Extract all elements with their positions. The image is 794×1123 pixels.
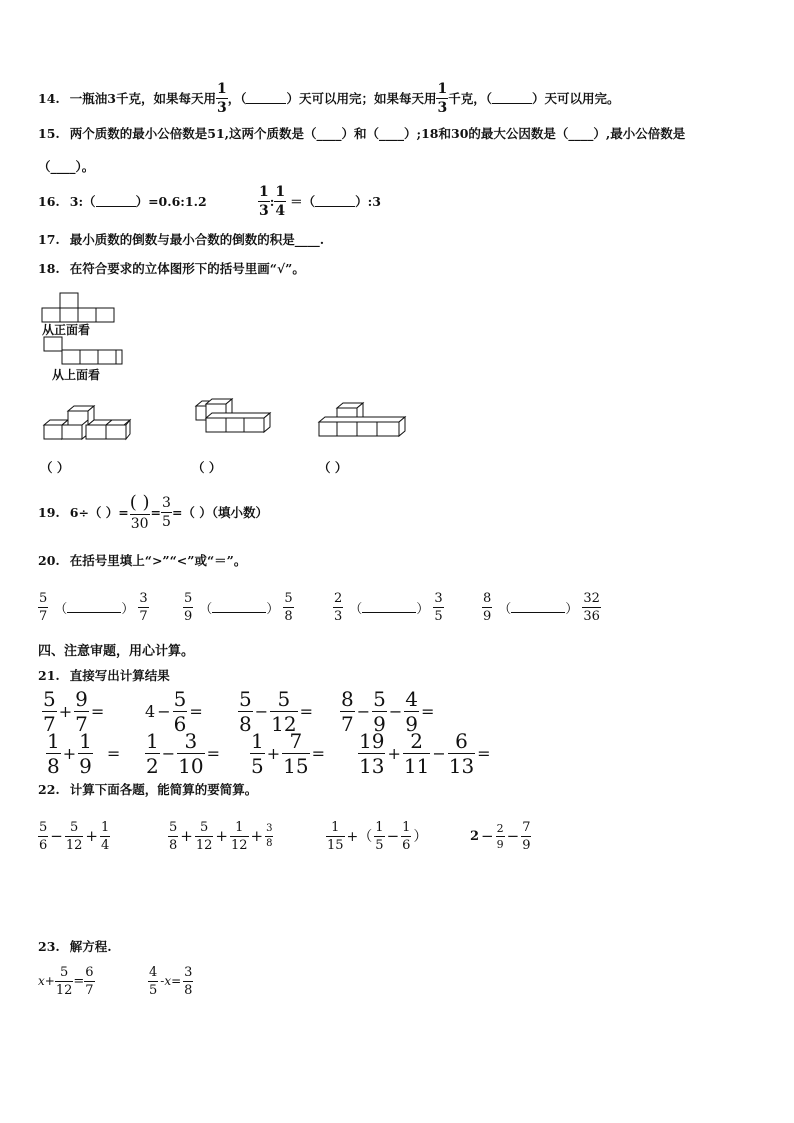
fraction-numerator: 1 [259, 183, 269, 200]
fraction [74, 686, 89, 736]
fraction-denominator: 8 [284, 608, 293, 624]
fraction-denominator: 8 [169, 837, 178, 853]
operator: + [387, 743, 401, 763]
operator: − [506, 827, 520, 845]
fraction-denominator: 9 [522, 837, 531, 853]
fraction-numerator: 5 [169, 819, 178, 835]
fraction-denominator: 7 [43, 711, 56, 736]
fraction-denominator: 7 [39, 608, 48, 624]
fraction-denominator: 13 [448, 753, 475, 778]
fraction-numerator: 32 [583, 590, 600, 606]
calc-r1c4 [340, 688, 436, 734]
fraction-numerator: 3 [162, 494, 171, 511]
fraction-numerator: 9 [75, 686, 88, 711]
fraction-denominator: 6 [173, 711, 187, 736]
fraction [238, 686, 253, 736]
fraction-numerator: 5 [373, 686, 386, 711]
fraction-denominator: 5 [162, 513, 171, 530]
fraction [195, 821, 214, 852]
answer-blank[interactable] [362, 602, 416, 613]
fraction-denominator: 5 [434, 608, 443, 624]
fraction-numerator: 1 [79, 728, 92, 753]
fraction-denominator: 7 [139, 608, 148, 624]
fraction-denominator: 3 [437, 99, 448, 116]
operator: − [481, 827, 494, 845]
fraction-numerator: 1 [146, 728, 159, 753]
fraction-denominator: 30 [130, 515, 149, 532]
question-17 [38, 230, 324, 248]
fraction [496, 823, 505, 850]
operator: = [90, 701, 105, 721]
question-22 [38, 780, 257, 798]
fraction-numerator: 5 [39, 819, 48, 835]
question-15 [38, 124, 685, 142]
fraction-numerator: 1 [235, 819, 244, 835]
answer-blank[interactable] [492, 93, 532, 104]
operator: − [432, 743, 446, 763]
paren: ） [416, 601, 430, 617]
fraction [161, 496, 172, 529]
fraction [145, 728, 160, 778]
fraction [448, 728, 475, 778]
operator: = [477, 743, 491, 763]
fraction [521, 821, 531, 852]
operator: + [85, 827, 98, 845]
fraction-numerator: 3 [184, 964, 193, 980]
fraction [265, 824, 273, 849]
fraction-numerator: 3 [434, 590, 443, 606]
calc-22-4: 2 − $\frac{2}{9}$ − $\frac{7}{9}$ [470, 819, 531, 853]
operator: − [157, 701, 171, 721]
question-text: 计算下面各题，能简算的要简算。 [69, 782, 258, 797]
question-number: 16. [38, 193, 60, 209]
fraction-denominator: 4 [275, 202, 286, 219]
fraction-numerator: 6 [455, 728, 468, 753]
operator: − [254, 701, 269, 721]
fraction-numerator: 5 [284, 590, 293, 606]
fraction [46, 728, 61, 778]
question-number: 23. [38, 939, 60, 954]
fraction-denominator: 9 [79, 753, 92, 778]
question-text: ＝（ [290, 194, 316, 209]
fraction-numerator: 1 [375, 819, 384, 835]
fraction-denominator: 8 [184, 982, 193, 998]
operator: = [311, 743, 325, 763]
fraction-denominator: 13 [359, 753, 385, 778]
fraction-denominator: 8 [47, 753, 60, 778]
fraction-numerator: 5 [239, 686, 252, 711]
question-number: 22. [38, 782, 60, 797]
section-heading: 四、注意审题，用心计算。 [38, 644, 195, 659]
question-text: =（ ）（填小数） [171, 505, 269, 520]
fraction-denominator: 15 [327, 837, 344, 853]
paren: ） [121, 601, 135, 617]
operator: = [206, 743, 220, 763]
operator: + [250, 827, 264, 845]
fraction [358, 728, 385, 778]
calc-r1c2: 4 − $\frac{5}{6}$ = [145, 686, 203, 736]
fraction [65, 821, 84, 852]
fraction [38, 821, 48, 852]
operator: − [50, 827, 63, 845]
paren: ） [565, 601, 579, 617]
fraction-numerator: 5 [199, 819, 209, 835]
answer-blank[interactable] [246, 93, 286, 104]
question-text: ，（ [227, 91, 247, 106]
question-text: 千克，（ [448, 91, 492, 106]
fraction-numerator: 4 [405, 686, 419, 711]
fraction-denominator: 6 [402, 837, 411, 853]
comparison-2 [183, 587, 294, 627]
question-number: 14. [38, 90, 60, 106]
fraction [42, 686, 57, 736]
fraction [374, 821, 384, 852]
paren: ） [266, 601, 280, 617]
fraction-denominator: 9 [496, 837, 504, 851]
fraction-denominator: 9 [184, 608, 193, 624]
answer-blank[interactable] [96, 196, 136, 207]
fraction-numerator: 1 [100, 819, 110, 835]
fraction [183, 966, 193, 997]
fraction [78, 728, 93, 778]
question-16 [38, 181, 207, 221]
fraction [258, 185, 270, 218]
option-1-answer-paren[interactable]: （ ） [40, 460, 70, 475]
fraction-denominator: 11 [403, 753, 430, 778]
operator: − [161, 743, 176, 763]
option-3-answer-paren[interactable]: （ ） [318, 460, 348, 475]
fraction [148, 966, 158, 997]
operator: = [106, 743, 121, 763]
fraction-denominator: 5 [149, 982, 158, 998]
fraction-numerator: 7 [289, 728, 303, 753]
calc-22-3 [326, 816, 429, 856]
fraction-denominator: 12 [271, 711, 297, 736]
question-text: 6÷（ ）= [69, 505, 129, 520]
question-18 [38, 259, 305, 277]
question-text: 在符合要求的立体图形下的括号里画“√”。 [69, 261, 305, 276]
fraction [100, 821, 110, 852]
fraction [282, 728, 309, 778]
question-text: 解方程. [69, 939, 112, 954]
fraction-denominator: 8 [239, 711, 252, 736]
calc-r1c3 [238, 688, 315, 734]
operator: − [388, 701, 403, 721]
solid-option-3 [315, 398, 415, 438]
fraction [326, 821, 345, 852]
calc-r2c1 [46, 730, 122, 776]
calc-r2c3 [250, 730, 327, 776]
fraction-denominator: 36 [583, 608, 600, 624]
answer-blank[interactable] [212, 602, 266, 613]
fraction-denominator: 15 [283, 753, 309, 778]
fraction-denominator: 3 [259, 202, 269, 219]
fraction [283, 592, 293, 623]
question-21 [38, 666, 170, 684]
fraction-numerator: 7 [522, 819, 531, 835]
calc-r2c2 [145, 730, 222, 776]
fraction [333, 592, 343, 623]
fraction-denominator: 5 [251, 753, 264, 778]
question-20 [38, 551, 246, 569]
answer-blank[interactable] [67, 602, 121, 613]
question-text: ）天可以用完；如果每天用 [286, 91, 437, 106]
fraction [129, 491, 151, 532]
paren: （ [199, 601, 213, 617]
fraction-denominator: 3 [334, 608, 343, 624]
calc-r2c4 [358, 730, 493, 776]
fraction-numerator: 1 [216, 80, 227, 97]
fraction-denominator: 7 [75, 711, 88, 736]
fraction-denominator: 9 [373, 711, 386, 736]
fraction [230, 821, 249, 852]
question-text: 最小质数的倒数与最小合数的倒数的积是____. [69, 232, 325, 247]
fraction-numerator: 2 [334, 590, 343, 606]
question-text: ）:3 [355, 194, 381, 209]
comparison-4 [482, 587, 601, 627]
fraction-numerator: 2 [496, 821, 504, 835]
fraction [403, 728, 430, 778]
fraction-numerator: 3 [184, 728, 198, 753]
fraction [168, 821, 178, 852]
fraction-denominator: 6 [39, 837, 48, 853]
fraction-numerator: 3 [139, 590, 148, 606]
question-number: 15. [38, 126, 60, 141]
fraction [183, 592, 193, 623]
question-14 [38, 78, 620, 118]
question-text: 3:（ [69, 194, 96, 209]
operator: − [356, 701, 371, 721]
fraction-numerator: 2 [410, 728, 423, 753]
fraction-numerator: 5 [173, 686, 187, 711]
operator: + [266, 743, 281, 763]
fraction [173, 686, 188, 736]
calc-r1c1 [42, 688, 106, 734]
fraction [433, 592, 443, 623]
fraction [38, 592, 48, 623]
fraction-numerator: 1 [47, 728, 60, 753]
fraction-denominator: 5 [375, 837, 384, 853]
operator: − [386, 827, 400, 845]
fraction-numerator: 1 [251, 728, 264, 753]
fraction-denominator: 10 [178, 753, 204, 778]
fraction-denominator: 9 [405, 711, 419, 736]
fraction-numerator: 6 [85, 964, 94, 980]
fraction-numerator: 19 [359, 728, 385, 753]
question-text: 直接写出计算结果 [69, 668, 170, 683]
fraction-numerator: 5 [69, 819, 79, 835]
fraction-denominator: 12 [55, 982, 73, 998]
fraction-numerator: 3 [266, 822, 273, 834]
fraction-numerator: 5 [184, 590, 193, 606]
fraction-numerator: 1 [331, 819, 340, 835]
question-text: 一瓶油3千克，如果每天用 [69, 91, 216, 106]
fraction [274, 185, 286, 218]
calc-22-2 [168, 816, 273, 856]
fraction-numerator: 1 [275, 183, 286, 200]
question-number: 20. [38, 553, 60, 568]
fraction-numerator: 5 [277, 686, 291, 711]
question-number: 21. [38, 668, 60, 683]
question-number: 17. [38, 232, 60, 247]
comparison-3 [333, 587, 444, 627]
question-19 [38, 490, 268, 534]
fraction [436, 82, 448, 115]
paren: （ [54, 601, 68, 617]
fraction-numerator: 1 [437, 80, 448, 97]
fraction-denominator: 8 [266, 837, 273, 849]
fraction [55, 966, 74, 997]
question-16-ratio [258, 181, 381, 221]
fraction-denominator: 2 [146, 753, 159, 778]
operator: + [62, 743, 77, 763]
fraction [84, 966, 94, 997]
question-text: ）=0.6:1.2 [135, 194, 207, 209]
operator: + [215, 827, 228, 845]
operator: ） [413, 829, 428, 845]
question-15-continued: （____）。 [38, 159, 95, 174]
fraction-denominator: 9 [483, 608, 492, 624]
fraction [250, 728, 265, 778]
operator: : [269, 193, 275, 209]
operator: + [58, 701, 73, 721]
fraction [177, 728, 204, 778]
fraction-denominator: 3 [216, 99, 227, 116]
fraction-numerator: 8 [483, 590, 492, 606]
fraction [270, 686, 297, 736]
fraction [372, 686, 387, 736]
operator: = [189, 701, 203, 721]
fraction [216, 82, 228, 115]
fraction-numerator: 4 [149, 964, 158, 980]
fraction [582, 592, 601, 623]
operator: + [180, 827, 193, 845]
paren: （ [498, 601, 512, 617]
solid-option-2 [192, 398, 282, 434]
front-view-label: 从正面看 [42, 323, 91, 337]
question-text: 两个质数的最小公倍数是51,这两个质数是（____）和（____）;18和30的最大公因数是（____）,最小公倍数是 [69, 126, 686, 141]
calc-22-1 [38, 816, 110, 856]
question-23 [38, 937, 112, 955]
equation-1: x+ $\frac{5}{12}$ = $\frac{6}{7}$ [38, 964, 94, 998]
top-view-figure [38, 336, 138, 370]
fraction-numerator: 8 [341, 686, 354, 711]
operator: = [299, 701, 313, 721]
fraction [401, 821, 411, 852]
fraction-numerator: 5 [59, 964, 69, 980]
operator: = [150, 504, 162, 520]
fraction-numerator: 1 [402, 819, 411, 835]
comparison-1 [38, 587, 149, 627]
fraction-numerator: 5 [43, 686, 56, 711]
fraction [482, 592, 492, 623]
top-view-label: 从上面看 [52, 368, 101, 382]
option-2-answer-paren[interactable]: （ ） [192, 460, 222, 475]
fraction-denominator: 4 [100, 837, 110, 853]
fraction-denominator: 7 [85, 982, 94, 998]
operator: +（ [346, 829, 373, 845]
paren: （ [349, 601, 363, 617]
answer-blank[interactable] [511, 602, 565, 613]
operator: = [421, 701, 435, 721]
fraction-numerator: ( ) [129, 491, 150, 513]
fraction-denominator: 7 [341, 711, 354, 736]
question-text: ）天可以用完。 [532, 91, 620, 106]
question-number: 18. [38, 261, 60, 276]
fraction [340, 686, 355, 736]
fraction-numerator: 5 [39, 590, 48, 606]
fraction-denominator: 12 [230, 837, 248, 853]
fraction-denominator: 12 [65, 837, 83, 853]
question-number: 19. [38, 504, 60, 520]
answer-blank[interactable] [315, 196, 355, 207]
solid-option-1 [40, 405, 140, 441]
fraction-denominator: 12 [195, 837, 213, 853]
fraction [138, 592, 148, 623]
question-text: 在括号里填上“>”“<”或“＝”。 [69, 553, 247, 568]
fraction [404, 686, 419, 736]
equation-2: $\frac{4}{5}$ -x= $\frac{3}{8}$ [149, 964, 193, 998]
